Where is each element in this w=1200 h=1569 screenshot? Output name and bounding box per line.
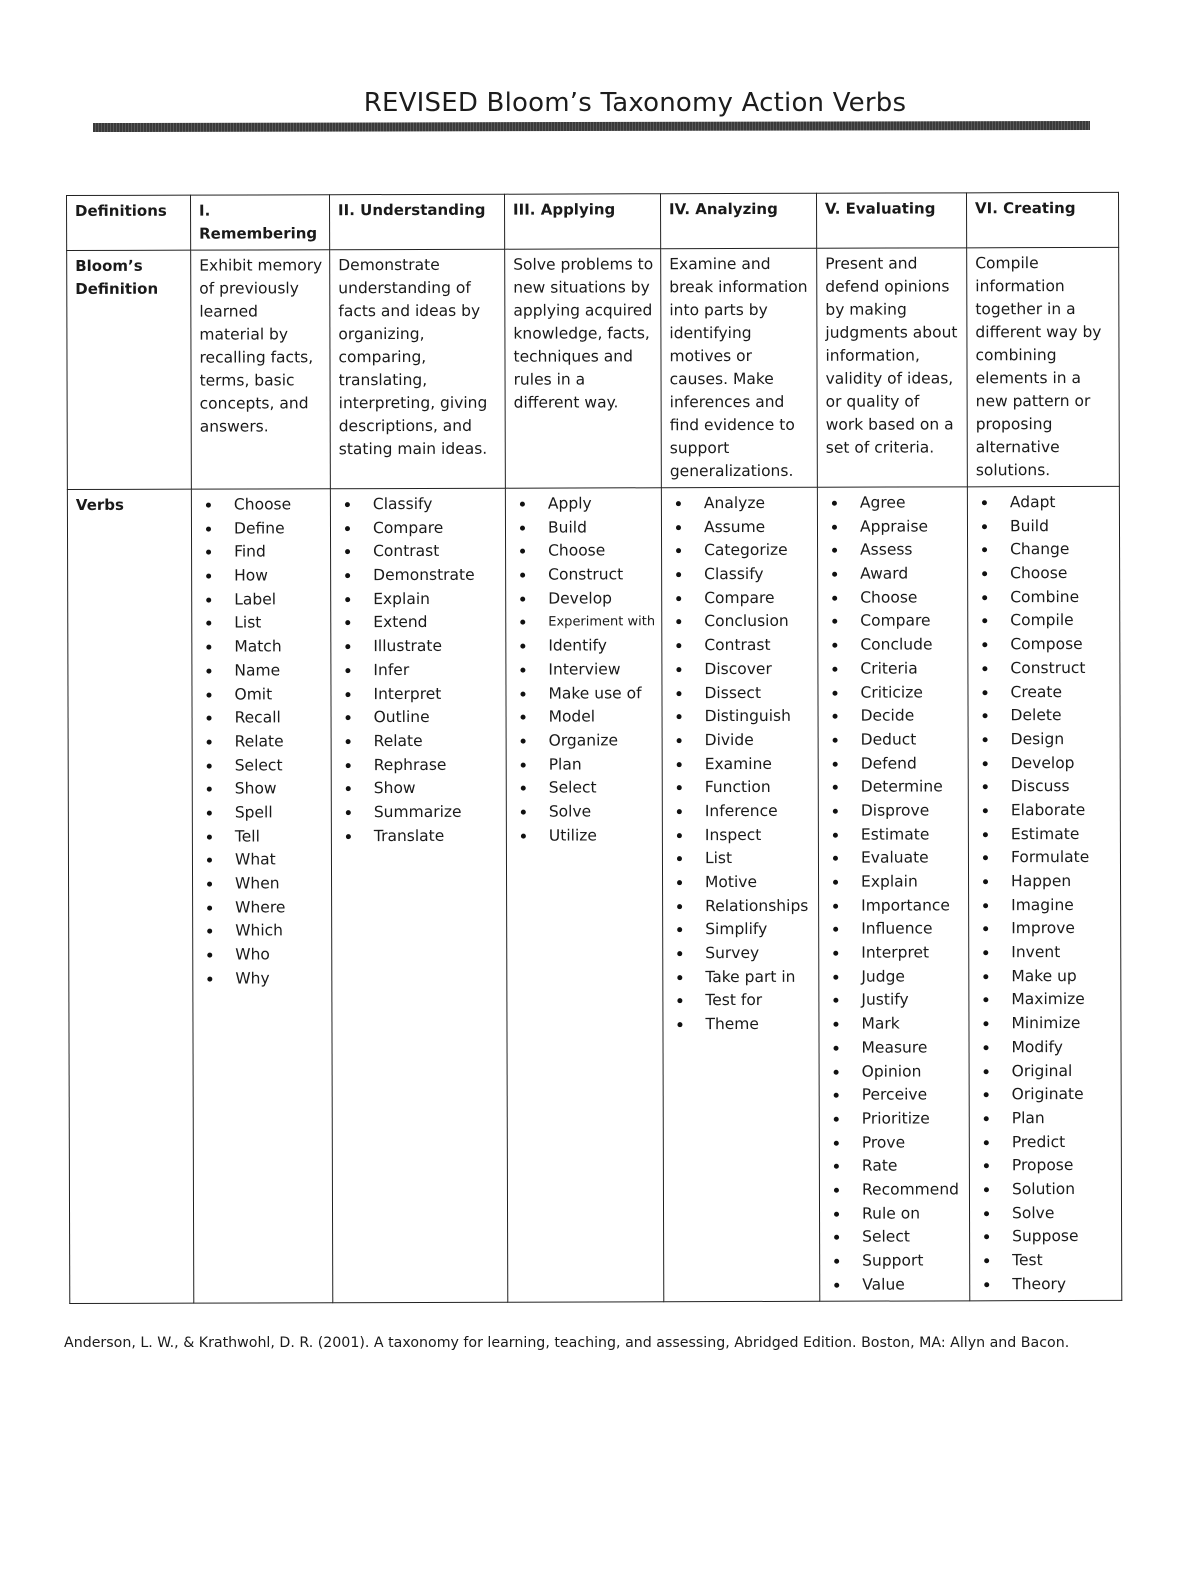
verb-item: Conclusion (670, 610, 811, 634)
taxonomy-table (66, 192, 1122, 1304)
verb-item: Theory (978, 1273, 1115, 1297)
verb-item: Divide (671, 729, 812, 753)
header-row (67, 192, 1119, 250)
verb-item: Why (201, 967, 325, 991)
verb-item: Solution (978, 1178, 1115, 1202)
verb-item: Evaluate (827, 847, 962, 871)
verb-item: Motive (671, 871, 812, 895)
verb-item: Outline (340, 706, 500, 730)
verb-item: Importance (827, 894, 962, 918)
verb-item: Change (976, 538, 1113, 562)
verb-item: Dissect (670, 681, 811, 705)
verb-item: Determine (827, 776, 962, 800)
verb-item: Propose (978, 1154, 1115, 1178)
verb-item: Survey (671, 942, 812, 966)
verb-item: Classify (339, 493, 499, 517)
verb-item: Identify (514, 634, 655, 658)
verb-item: Discuss (977, 775, 1114, 799)
verb-item: Compose (976, 633, 1113, 657)
verb-item: Recommend (828, 1178, 963, 1202)
verb-list (670, 492, 813, 1037)
verb-item: Define (200, 517, 324, 541)
verb-item: Contrast (670, 634, 811, 658)
verb-item: Improve (977, 917, 1114, 941)
verb-item: Choose (514, 540, 655, 564)
definition-remembering: Exhibit memory of previously learned material by recalling facts, terms, basic concepts, and answers. (191, 250, 331, 489)
verb-item: Relationships (671, 894, 812, 918)
verb-item: Build (976, 515, 1113, 539)
verb-item: List (671, 847, 812, 871)
verb-list (976, 491, 1115, 1297)
verb-item: Utilize (515, 824, 656, 848)
verbs-remembering-cell (191, 489, 332, 1304)
verb-item: Combine (976, 586, 1113, 610)
verb-item: Discover (670, 658, 811, 682)
verb-item: Measure (828, 1036, 963, 1060)
taxonomy-table-container (66, 192, 1125, 1294)
verb-item: What (201, 849, 325, 873)
verb-item: Develop (514, 587, 655, 611)
verb-item: Solve (978, 1202, 1115, 1226)
definition-applying: Solve problems to new situations by applying acquired knowledge, facts, techniques and rules in a different way. (505, 249, 662, 488)
header-evaluating: V. Evaluating (816, 193, 966, 248)
verb-item: Appraise (826, 515, 961, 539)
verb-item: Modify (977, 1036, 1114, 1060)
verb-item: Judge (827, 965, 962, 989)
verb-item: Mark (827, 1012, 962, 1036)
verb-item: Predict (978, 1130, 1115, 1154)
verb-list (826, 491, 963, 1297)
header-remembering: I. Remembering (191, 195, 330, 250)
verb-item: Formulate (977, 846, 1114, 870)
verb-item: Make up (977, 965, 1114, 989)
verb-item: Test for (671, 989, 812, 1013)
verbs-evaluating-cell (817, 487, 969, 1302)
verb-item: Explain (339, 587, 499, 611)
verb-item: Take part in (671, 966, 812, 990)
verb-item: Assume (670, 515, 811, 539)
verb-item: Opinion (828, 1060, 963, 1084)
verb-item: Build (514, 516, 655, 540)
verb-item: Decide (827, 705, 962, 729)
verb-item: Distinguish (671, 705, 812, 729)
verb-item: Make use of (514, 682, 655, 706)
verb-item: Compare (339, 516, 499, 540)
verb-item: How (200, 564, 324, 588)
verb-item: Defend (827, 752, 962, 776)
verb-item: Apply (514, 492, 655, 516)
definition-understanding: Demonstrate understanding of facts and ideas by organizing, comparing, translating, interpreting, giving descriptions, and stating main ideas. (330, 249, 506, 489)
verb-item: Happen (977, 870, 1114, 894)
verbs-analyzing-cell (661, 487, 819, 1302)
verb-item: Inspect (671, 823, 812, 847)
verb-item: Demonstrate (339, 564, 499, 588)
verb-item: Agree (826, 491, 961, 515)
header-analyzing: IV. Analyzing (660, 193, 816, 248)
verb-item: Design (977, 728, 1114, 752)
header-applying: III. Applying (504, 194, 660, 249)
verbs-row-label: Verbs (67, 489, 193, 1304)
verb-item: Contrast (339, 540, 499, 564)
verb-item: Elaborate (977, 799, 1114, 823)
verb-item: Support (828, 1249, 963, 1273)
verb-item: Who (201, 943, 325, 967)
verb-item: Interview (514, 658, 655, 682)
definition-row-label: Bloom’s Definition (67, 250, 192, 489)
verb-item: Select (515, 777, 656, 801)
verb-item: Spell (201, 801, 325, 825)
verb-list (514, 492, 656, 848)
verb-item: Rephrase (340, 753, 500, 777)
verb-item: Simplify (671, 918, 812, 942)
title-underline (93, 121, 1090, 132)
verb-item: Original (978, 1059, 1115, 1083)
verb-item: Disprove (827, 799, 962, 823)
verb-item: Rule on (828, 1202, 963, 1226)
verb-item: Minimize (977, 1012, 1114, 1036)
verb-item: Prioritize (828, 1107, 963, 1131)
verb-item: Compare (826, 610, 961, 634)
verb-item: Suppose (978, 1225, 1115, 1249)
verb-item: Solve (515, 800, 656, 824)
verb-item: Function (671, 776, 812, 800)
verb-item: Award (826, 562, 961, 586)
verb-item: Classify (670, 563, 811, 587)
verbs-applying-cell (505, 488, 663, 1303)
verb-item: Organize (515, 729, 656, 753)
verb-item: Select (201, 754, 325, 778)
page-title: REVISED Bloom’s Taxonomy Action Verbs (363, 88, 907, 118)
verb-item: Test (978, 1249, 1115, 1273)
verb-item: Where (201, 896, 325, 920)
verb-item: Extend (339, 611, 499, 635)
verb-item: Construct (514, 563, 655, 587)
verb-item: Theme (671, 1013, 812, 1037)
verb-item: Construct (976, 657, 1113, 681)
definition-evaluating: Present and defend opinions by making judgments about information, validity of ideas, or quality of work based on a set of criteria. (817, 248, 968, 487)
verb-item: Find (200, 541, 324, 565)
verb-item: Imagine (977, 894, 1114, 918)
verb-item: Compile (976, 609, 1113, 633)
verb-item: Experiment with (514, 611, 655, 635)
verb-item: Choose (200, 493, 324, 517)
verb-item: Influence (827, 918, 962, 942)
definition-analyzing: Examine and break information into parts by identifying motives or causes. Make inferences and find evidence to support generalizations. (661, 248, 818, 487)
verb-item: Select (828, 1226, 963, 1250)
verb-item: Tell (201, 825, 325, 849)
verb-item: Develop (977, 751, 1114, 775)
verb-item: Rate (828, 1155, 963, 1179)
verb-item: Plan (515, 753, 656, 777)
verb-item: Interpret (827, 941, 962, 965)
verb-item: Which (201, 920, 325, 944)
verb-item: Estimate (827, 823, 962, 847)
verb-item: Inference (671, 800, 812, 824)
verb-item: Choose (826, 586, 961, 610)
verb-item: Choose (976, 562, 1113, 586)
verb-item: Analyze (670, 492, 811, 516)
verb-item: Translate (340, 824, 500, 848)
verb-item: When (201, 872, 325, 896)
header-definitions: Definitions (67, 195, 191, 250)
verb-item: Relate (201, 730, 325, 754)
verb-item: Omit (200, 683, 324, 707)
verb-item: Estimate (977, 823, 1114, 847)
verb-item: Invent (977, 941, 1114, 965)
verb-item: Adapt (976, 491, 1113, 515)
verbs-row (67, 486, 1121, 1303)
verb-item: Relate (340, 730, 500, 754)
verb-item: Maximize (977, 988, 1114, 1012)
verb-item: Recall (201, 706, 325, 730)
verb-item: Name (200, 659, 324, 683)
verb-item: Create (976, 680, 1113, 704)
verb-item: Perceive (828, 1084, 963, 1108)
verb-item: Criticize (826, 681, 961, 705)
verb-item: Plan (978, 1107, 1115, 1131)
header-understanding: II. Understanding (330, 194, 505, 250)
verb-item: Show (340, 777, 500, 801)
verb-item: Justify (827, 989, 962, 1013)
verb-item: Summarize (340, 801, 500, 825)
verb-item: Delete (977, 704, 1114, 728)
verb-item: Explain (827, 870, 962, 894)
verb-item: Interpret (339, 682, 499, 706)
citation: Anderson, L. W., & Krathwohl, D. R. (2001). A taxonomy for learning, teaching, and assessing, Abridged Edition. Boston, MA: Allyn and Bacon. (64, 1335, 1070, 1351)
verb-item: Match (200, 635, 324, 659)
verb-item: List (200, 612, 324, 636)
definition-creating: Compile information together in a different way by combining elements in a new pattern or proposing alternative solutions. (967, 247, 1120, 486)
verb-list (200, 493, 325, 991)
definition-row (67, 247, 1120, 489)
verb-item: Categorize (670, 539, 811, 563)
verb-item: Originate (978, 1083, 1115, 1107)
header-creating: VI. Creating (966, 192, 1118, 247)
verb-item: Show (201, 777, 325, 801)
verb-item: Criteria (826, 657, 961, 681)
verb-item: Infer (339, 659, 499, 683)
verb-item: Compare (670, 587, 811, 611)
verb-item: Deduct (827, 728, 962, 752)
verb-item: Examine (671, 752, 812, 776)
verb-item: Illustrate (339, 635, 499, 659)
verb-list (339, 493, 500, 849)
verb-item: Value (828, 1273, 963, 1297)
verb-item: Assess (826, 539, 961, 563)
verbs-creating-cell (967, 486, 1121, 1301)
verb-item: Label (200, 588, 324, 612)
verbs-understanding-cell (330, 488, 507, 1303)
verb-item: Prove (828, 1131, 963, 1155)
verb-item: Conclude (826, 633, 961, 657)
verb-item: Model (515, 705, 656, 729)
